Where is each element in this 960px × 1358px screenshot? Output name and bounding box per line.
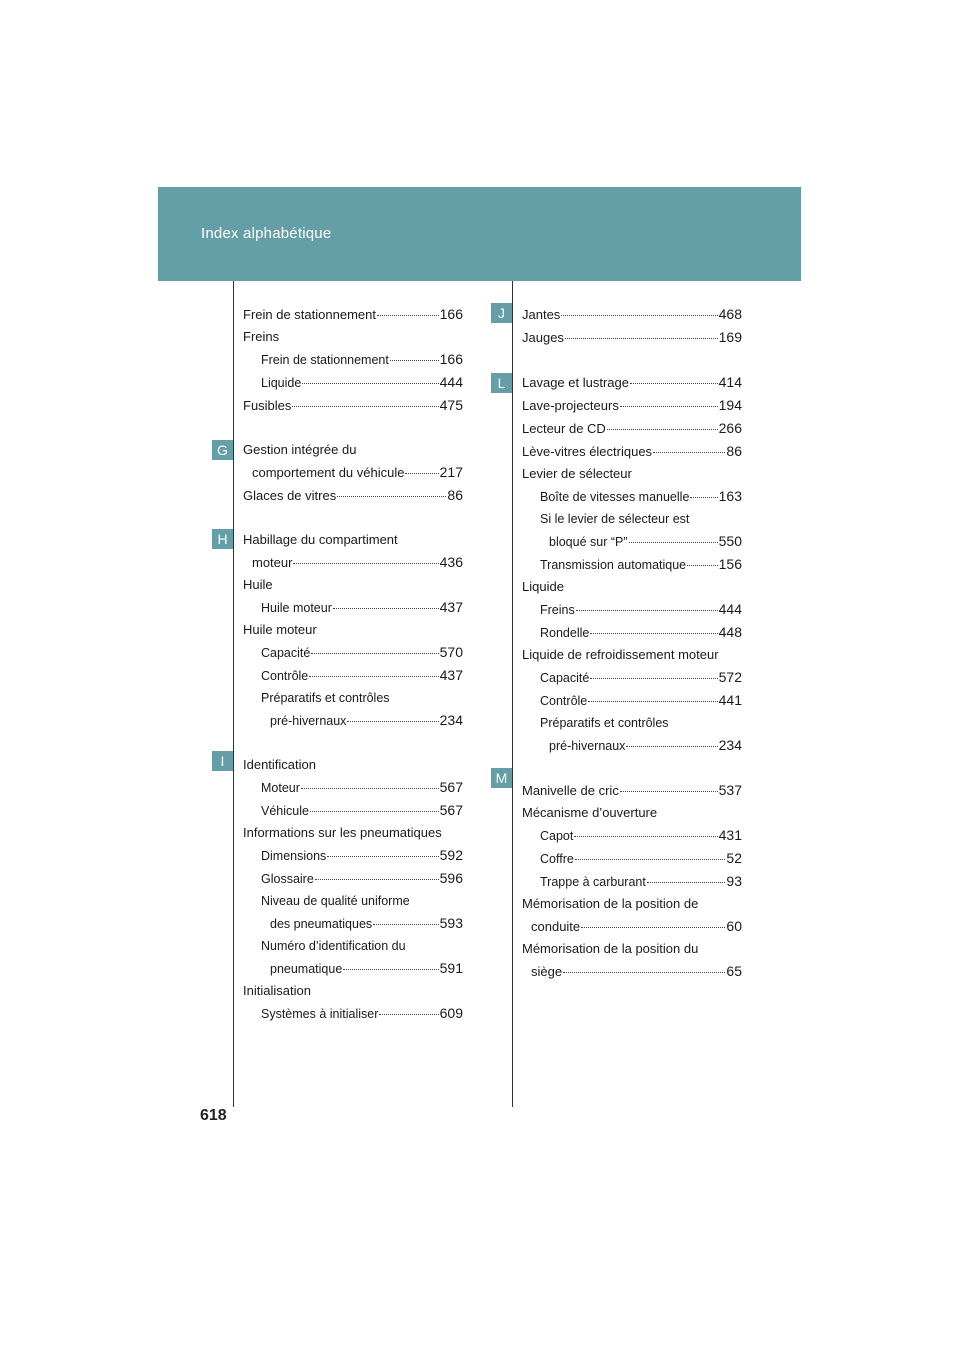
index-entry: [522, 553, 742, 576]
index-entry: [243, 596, 463, 619]
index-entry-label: Rondelle: [540, 626, 590, 640]
index-entry: [522, 666, 742, 689]
index-entry: [243, 890, 463, 912]
index-entry-page: 234: [439, 712, 463, 728]
index-entry-label: Identification: [243, 757, 316, 772]
dot-leader: [620, 406, 718, 407]
index-entry-page: 166: [439, 306, 463, 322]
index-entry-page: 166: [439, 351, 463, 367]
index-entry-page: 591: [439, 960, 463, 976]
index-entry: [243, 980, 463, 1002]
index-entry-page: 60: [726, 918, 742, 934]
index-entry: [243, 326, 463, 348]
index-entry-page: 572: [718, 669, 742, 685]
index-entry-page: 266: [718, 420, 742, 436]
index-entry: [243, 439, 463, 461]
index-entry-page: 567: [439, 802, 463, 818]
index-entry-label: bloqué sur “P”: [549, 535, 628, 549]
letter-tab-j: J: [491, 303, 512, 323]
letter-tab-i: I: [212, 751, 233, 771]
index-entry-page: 156: [718, 556, 742, 572]
dot-leader: [327, 856, 438, 857]
index-entry: [522, 960, 742, 983]
index-entry-label: Boîte de vitesses manuelle: [540, 490, 690, 504]
index-entry-page: 437: [439, 667, 463, 683]
dot-leader: [373, 924, 438, 925]
index-entry: [522, 734, 742, 757]
index-entry: [522, 824, 742, 847]
page-number: 618: [200, 1107, 227, 1124]
index-entry-label: Frein de stationnement: [261, 353, 389, 367]
middle-column-rule: [512, 281, 513, 1107]
index-entry: [243, 867, 463, 890]
index-entry-label: Capacité: [540, 671, 590, 685]
dot-leader: [563, 972, 725, 973]
index-entry-page: 448: [718, 624, 742, 640]
index-entry-label: Gestion intégrée du: [243, 442, 357, 457]
dot-leader: [653, 452, 725, 453]
index-entry: [243, 574, 463, 596]
letter-tab-h: H: [212, 529, 233, 549]
index-entry-label: Numéro d’identification du: [261, 939, 406, 953]
index-entry-label: Coffre: [540, 852, 574, 866]
index-entry: [243, 619, 463, 641]
dot-leader: [377, 315, 439, 316]
page-header-title: Index alphabétique: [201, 225, 332, 242]
index-entry: [522, 689, 742, 712]
dot-leader: [590, 678, 717, 679]
index-entry-label: Frein de stationnement: [243, 307, 376, 322]
index-entry: [522, 938, 742, 960]
index-entry: [522, 893, 742, 915]
index-entry: [243, 776, 463, 799]
index-entry: [243, 957, 463, 980]
index-entry-page: 537: [718, 782, 742, 798]
index-entry: [522, 326, 742, 349]
dot-leader: [581, 927, 725, 928]
index-entry-label: des pneumatiques: [270, 917, 373, 931]
index-entry-label: Capacité: [261, 646, 311, 660]
index-entry-label: Capot: [540, 829, 574, 843]
index-entry-label: Lecteur de CD: [522, 421, 606, 436]
index-entry: [243, 664, 463, 687]
index-entry-label: Glossaire: [261, 872, 314, 886]
index-entry-page: 468: [718, 306, 742, 322]
index-entry: [522, 779, 742, 802]
index-entry-label: Huile moteur: [261, 601, 332, 615]
dot-leader: [607, 429, 718, 430]
index-entry-label: Huile: [243, 577, 273, 592]
index-entry-label: Systèmes à initialiser: [261, 1007, 379, 1021]
index-entry: [243, 912, 463, 935]
index-section-i: [243, 754, 463, 1025]
index-entry-label: Jauges: [522, 330, 564, 345]
index-entry: [243, 303, 463, 326]
index-entry-label: pneumatique: [270, 962, 343, 976]
index-entry-page: 65: [726, 963, 742, 979]
index-entry: [243, 687, 463, 709]
index-entry-label: Informations sur les pneumatiques: [243, 825, 442, 840]
index-entry-label: Fusibles: [243, 398, 292, 413]
letter-tab-g: G: [212, 440, 233, 460]
index-entry-label: Si le levier de sélecteur est: [540, 512, 690, 526]
index-entry-label: siège: [531, 964, 563, 979]
index-entry-label: Jantes: [522, 307, 561, 322]
index-entry: [522, 371, 742, 394]
index-entry-label: Dimensions: [261, 849, 327, 863]
index-entry-page: 52: [726, 850, 742, 866]
index-entry-page: 86: [726, 443, 742, 459]
index-entry-page: 592: [439, 847, 463, 863]
index-entry-page: 593: [439, 915, 463, 931]
index-entry-label: Initialisation: [243, 983, 311, 998]
index-entry-label: Mémorisation de la position de: [522, 896, 699, 911]
index-entry-label: Liquide: [522, 579, 564, 594]
index-section-g: [243, 439, 463, 507]
dot-leader: [293, 563, 438, 564]
dot-leader: [310, 811, 439, 812]
index-entry-label: Levier de sélecteur: [522, 466, 632, 481]
index-entry: [243, 371, 463, 394]
dot-leader: [620, 791, 718, 792]
index-entry: [243, 394, 463, 417]
index-entry: [243, 529, 463, 551]
dot-leader: [647, 882, 726, 883]
dot-leader: [687, 565, 718, 566]
index-entry: [522, 598, 742, 621]
index-entry-label: Freins: [540, 603, 575, 617]
index-entry-page: 550: [718, 533, 742, 549]
dot-leader: [337, 496, 446, 497]
index-entry-label: Niveau de qualité uniforme: [261, 894, 410, 908]
index-entry: [522, 576, 742, 598]
index-entry-label: Trappe à carburant: [540, 875, 646, 889]
index-entry-label: Huile moteur: [243, 622, 317, 637]
dot-leader: [343, 969, 438, 970]
dot-leader: [588, 701, 717, 702]
index-entry: [522, 712, 742, 734]
dot-leader: [690, 497, 717, 498]
index-section-f: [243, 303, 463, 417]
letter-tab-l: L: [491, 373, 512, 393]
index-entry-label: Manivelle de cric: [522, 783, 619, 798]
index-entry: [243, 799, 463, 822]
index-entry-page: 86: [447, 487, 463, 503]
index-entry-label: Freins: [243, 329, 280, 344]
index-entry: [522, 508, 742, 530]
index-entry-page: 444: [718, 601, 742, 617]
index-entry: [522, 870, 742, 893]
left-column-rule: [233, 281, 234, 1107]
dot-leader: [311, 653, 438, 654]
index-entry-label: Moteur: [261, 781, 300, 795]
dot-leader: [309, 676, 438, 677]
index-entry: [522, 394, 742, 417]
dot-leader: [390, 360, 439, 361]
dot-leader: [405, 473, 438, 474]
index-entry: [243, 484, 463, 507]
index-entry-page: 441: [718, 692, 742, 708]
index-entry-label: Mémorisation de la position du: [522, 941, 699, 956]
index-entry: [243, 348, 463, 371]
index-entry-page: 437: [439, 599, 463, 615]
index-entry-page: 169: [718, 329, 742, 345]
index-entry: [243, 709, 463, 732]
index-entry-page: 444: [439, 374, 463, 390]
dot-leader: [315, 879, 439, 880]
dot-leader: [626, 746, 717, 747]
dot-leader: [590, 633, 717, 634]
index-entry: [522, 303, 742, 326]
index-entry-label: Habillage du compartiment: [243, 532, 398, 547]
index-entry-label: moteur: [252, 555, 293, 570]
index-entry: [522, 440, 742, 463]
index-section-j: [522, 303, 742, 349]
index-entry-label: Contrôle: [540, 694, 588, 708]
dot-leader: [302, 383, 438, 384]
dot-leader: [576, 610, 718, 611]
index-entry: [522, 802, 742, 824]
index-entry: [522, 530, 742, 553]
index-entry-page: 609: [439, 1005, 463, 1021]
index-entry-label: Liquide de refroidissement moteur: [522, 647, 719, 662]
index-entry-page: 570: [439, 644, 463, 660]
index-entry-page: 93: [726, 873, 742, 889]
index-entry: [522, 644, 742, 666]
index-entry: [522, 847, 742, 870]
index-entry-label: Véhicule: [261, 804, 309, 818]
dot-leader: [565, 338, 718, 339]
index-entry-page: 596: [439, 870, 463, 886]
index-entry: [243, 641, 463, 664]
index-section-h: [243, 529, 463, 732]
dot-leader: [575, 859, 726, 860]
dot-leader: [561, 315, 717, 316]
index-entry-label: Mécanisme d’ouverture: [522, 805, 658, 820]
index-entry: [522, 485, 742, 508]
index-entry: [243, 1002, 463, 1025]
index-entry-page: 163: [718, 488, 742, 504]
index-entry-label: Préparatifs et contrôles: [261, 691, 390, 705]
index-section-m: [522, 779, 742, 983]
index-entry-page: 567: [439, 779, 463, 795]
index-entry-label: Préparatifs et contrôles: [540, 716, 669, 730]
index-entry-label: Lavage et lustrage: [522, 375, 629, 390]
index-entry-label: pré-hivernaux: [270, 714, 347, 728]
index-entry-page: 217: [439, 464, 463, 480]
index-entry-page: 234: [718, 737, 742, 753]
dot-leader: [629, 542, 718, 543]
index-entry-label: comportement du véhicule: [252, 465, 405, 480]
dot-leader: [301, 788, 439, 789]
index-entry-label: Contrôle: [261, 669, 309, 683]
index-entry-label: Lève-vitres électriques: [522, 444, 653, 459]
index-section-l: [522, 371, 742, 757]
index-entry: [243, 935, 463, 957]
index-entry: [522, 417, 742, 440]
letter-tab-m: M: [491, 768, 512, 788]
dot-leader: [347, 721, 438, 722]
index-entry-page: 431: [718, 827, 742, 843]
dot-leader: [333, 608, 439, 609]
dot-leader: [574, 836, 717, 837]
index-entry: [522, 915, 742, 938]
index-entry: [522, 463, 742, 485]
header-band: [158, 187, 801, 281]
index-entry-label: pré-hivernaux: [549, 739, 626, 753]
index-entry-page: 414: [718, 374, 742, 390]
dot-leader: [630, 383, 718, 384]
dot-leader: [292, 406, 438, 407]
index-entry-label: Lave-projecteurs: [522, 398, 619, 413]
index-entry: [243, 754, 463, 776]
index-column-left: [243, 303, 463, 1047]
index-entry-label: conduite: [531, 919, 581, 934]
index-entry-label: Transmission automatique: [540, 558, 687, 572]
index-column-right: [522, 303, 742, 1005]
dot-leader: [379, 1014, 438, 1015]
index-entry: [243, 822, 463, 844]
index-entry: [243, 844, 463, 867]
index-entry-page: 194: [718, 397, 742, 413]
index-entry-label: Liquide: [261, 376, 302, 390]
index-entry-page: 436: [439, 554, 463, 570]
index-entry-label: Glaces de vitres: [243, 488, 337, 503]
index-entry: [243, 461, 463, 484]
index-entry: [522, 621, 742, 644]
index-entry-page: 475: [439, 397, 463, 413]
index-entry: [243, 551, 463, 574]
